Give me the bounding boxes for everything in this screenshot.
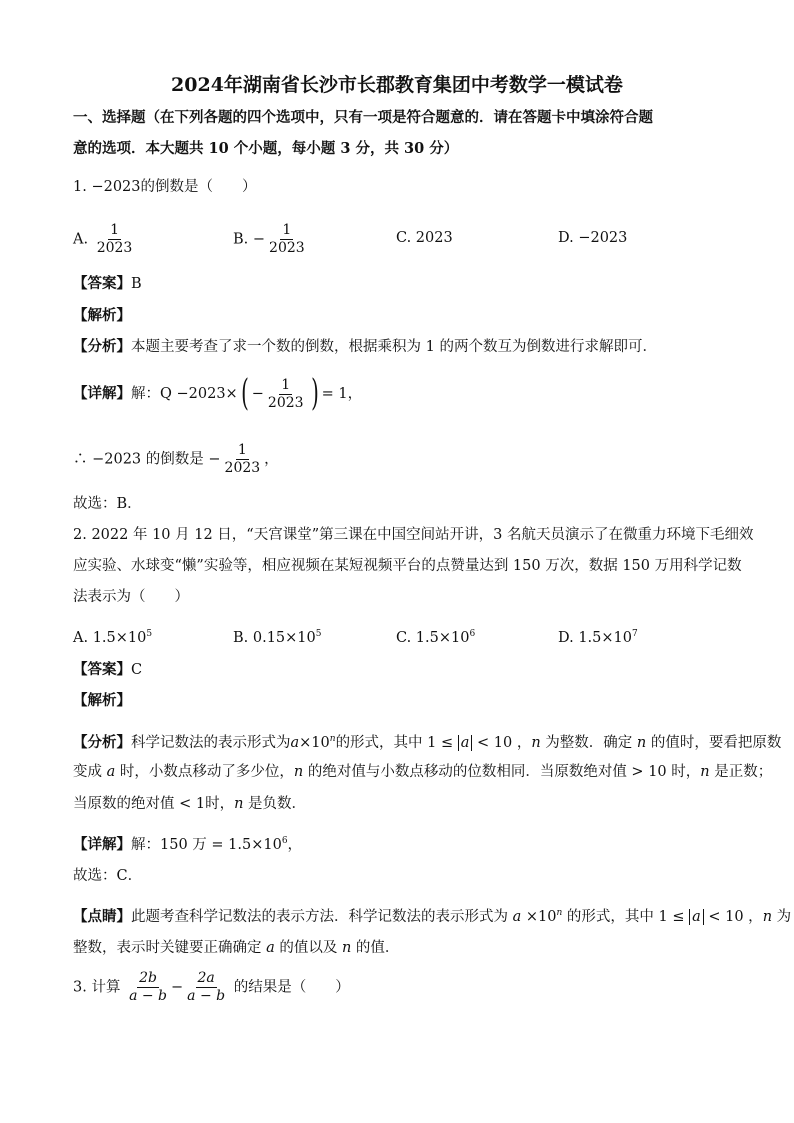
q1-xiangjie: 【详解】解：Q −2023×( − $\frac{1}{2023}$ ) = 1， [73, 373, 363, 414]
fraction: $\frac{1}{2023}$ [269, 222, 305, 256]
q2-fenxi-line-3: 当原数的绝对值 < 1时，n 是负数． [73, 796, 307, 812]
q1-option-a: A. $\frac{1}{2023}$ [73, 222, 133, 256]
q2-option-b: B. $0.15\times 10^5$ [233, 629, 322, 646]
q3-stem: 3. 计算 $\frac{2b}{a - b}$ − $\frac{2a}{a - b}$ 的结果是（ ） [73, 970, 350, 1004]
fraction: $\frac{2b}{a - b}$ [129, 970, 168, 1004]
q2-option-a: A. $1.5\times 10^5$ [73, 629, 153, 646]
q2-option-c: C. $1.5\times 10^6$ [396, 629, 476, 646]
q2-choice: 故选：C． [73, 868, 143, 884]
q1-analysis-tag: 【解析】 [73, 307, 131, 324]
section-heading-line-1: 一、选择题（在下列各题的四个选项中，只有一项是符合题意的．请在答题卡中填涂符合题 [73, 109, 653, 126]
q2-fenxi-line-2: 变成 a 时，小数点移动了多少位，n 的绝对值与小数点移动的位数相同．当原数绝对值 > 10 时，n 是正数； [73, 764, 773, 780]
q2-dianjing-line-1: 【点睛】此题考查科学记数法的表示方法．科学记数法的表示形式为 $a \times 10^n$ 的形式，其中 1 ≤ a < 10 ，n 为 [73, 907, 792, 925]
q1-option-b: B. − $\frac{1}{2023}$ [233, 222, 305, 256]
q2-option-d: D. $1.5\times 10^7$ [558, 629, 638, 646]
page-title: 2024年湖南省长沙市长郡教育集团中考数学一模试卷 [171, 74, 623, 96]
q1-stem: 1. −2023的倒数是（ ） [73, 179, 257, 195]
q1-answer: 【答案】B [73, 275, 142, 292]
q2-xiangjie: 【详解】解：150 万 = $1.5\times 10^6$， [73, 835, 303, 853]
q1-choice: 故选：B． [73, 496, 142, 512]
section-heading-line-2: 意的选项．本大题共 10 个小题，每小题 3 分，共 30 分） [73, 140, 459, 157]
q1-option-d: D. −2023 [558, 230, 628, 246]
fraction: $\frac{1}{2023}$ [224, 442, 261, 476]
q2-stem-line-1: 2. 2022 年 10 月 12 日，“天宫课堂”第三课在中国空间站开讲，3 名航天员演示了在微重力环境下毛细效 [73, 527, 754, 543]
fraction: $\frac{2a}{a - b}$ [187, 970, 226, 1004]
q2-answer: 【答案】C [73, 661, 143, 678]
fraction: $\frac{1}{2023}$ [96, 222, 133, 256]
q1-fenxi: 【分析】本题主要考查了求一个数的倒数，根据乘积为 1 的两个数互为倒数进行求解即可． [73, 338, 657, 355]
q2-stem-line-2: 应实验、水球变“懒”实验等，相应视频在某短视频平台的点赞量达到 150 万次，数据 150 万用科学记数 [73, 558, 742, 574]
q2-fenxi-line-1: 【分析】科学记数法的表示形式为$a\times 10^n$的形式，其中 1 ≤ a < 10 ，n 为整数．确定 n 的值时，要看把原数 [73, 733, 782, 751]
q1-conclusion: ∴ −2023 的倒数是 − $\frac{1}{2023}$ ， [73, 442, 279, 476]
fraction: $\frac{1}{2023}$ [267, 376, 304, 411]
q1-option-c: C. 2023 [396, 230, 453, 246]
q2-analysis-tag: 【解析】 [73, 692, 131, 709]
q2-dianjing-line-2: 整数，表示时关键要正确确定 a 的值以及 n 的值． [73, 940, 400, 956]
q2-stem-line-3: 法表示为（ ） [73, 589, 189, 605]
